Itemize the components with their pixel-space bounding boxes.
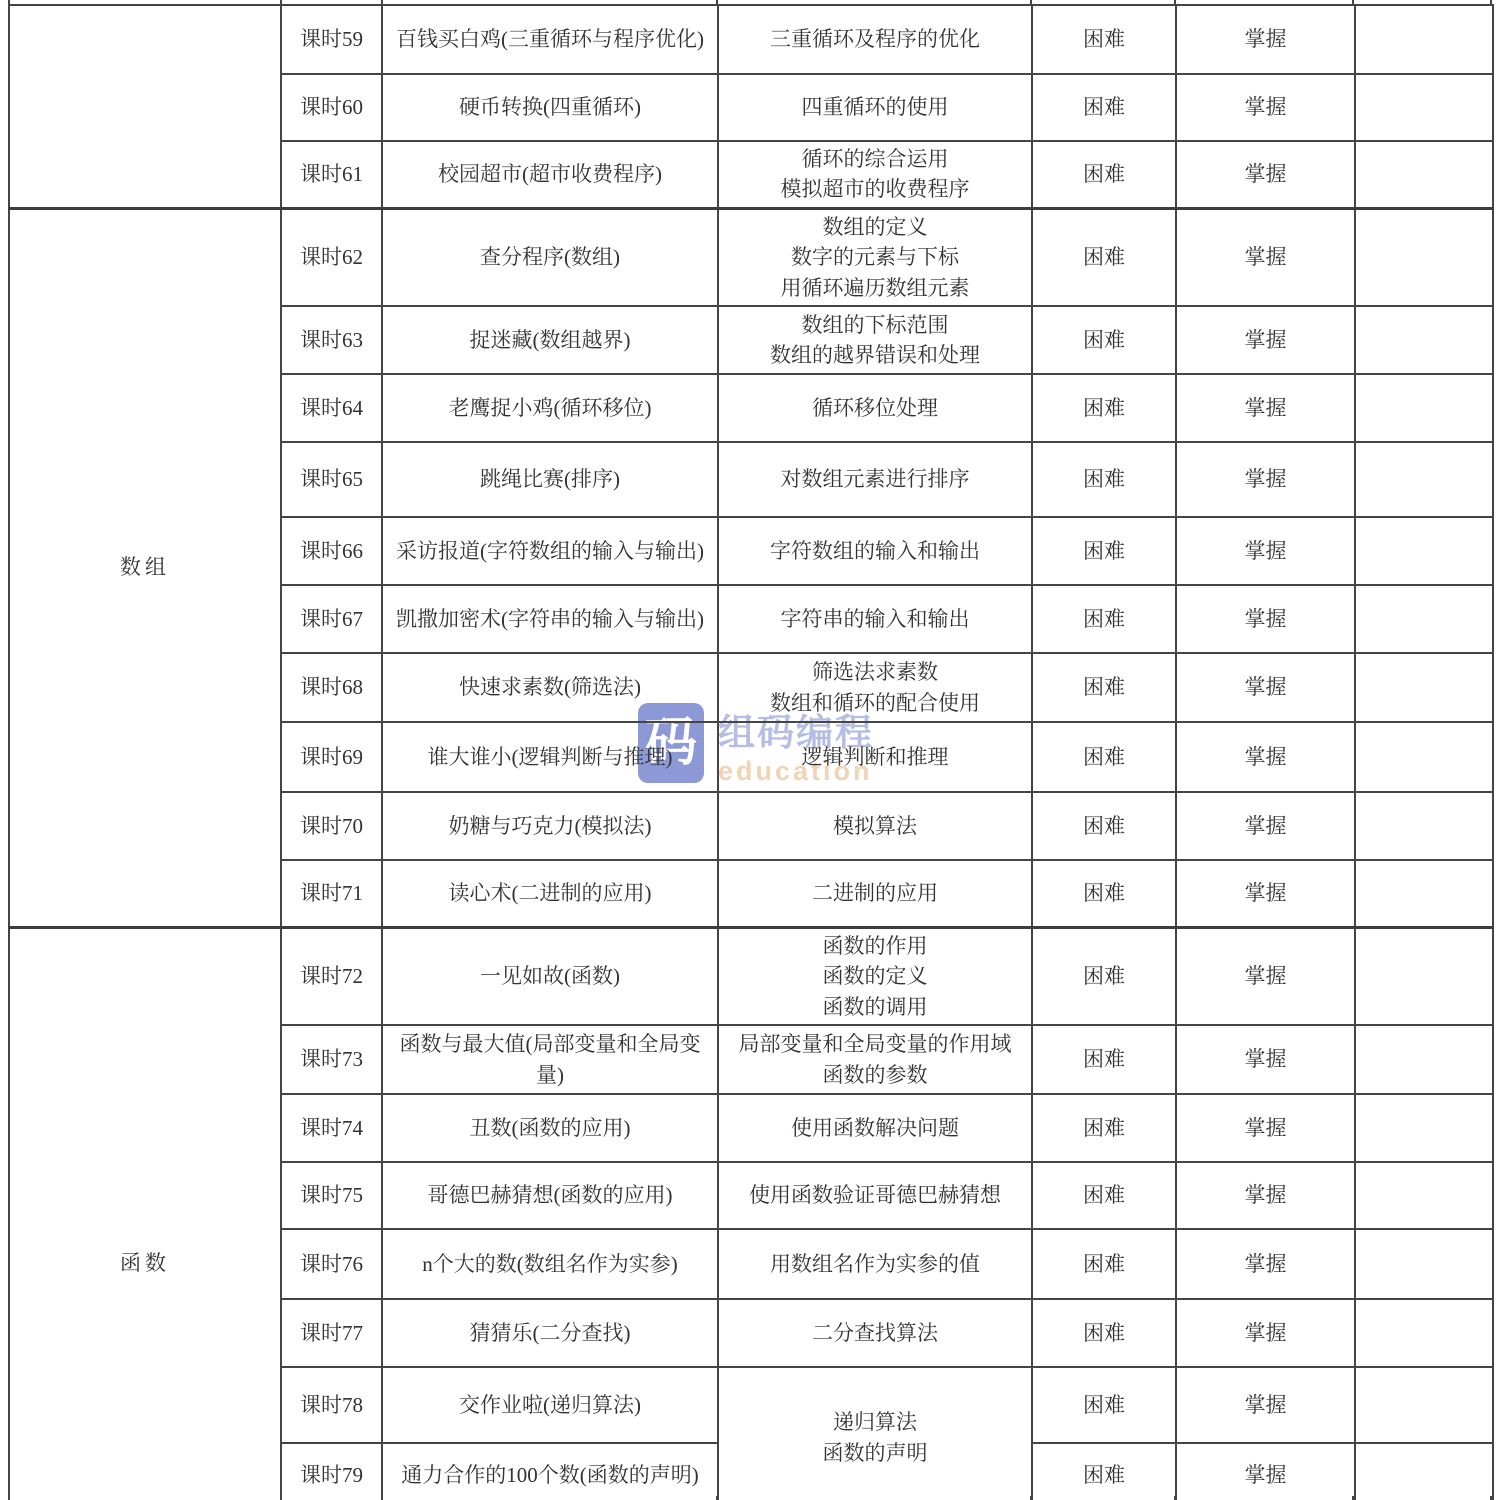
difficulty: 困难: [1032, 5, 1176, 74]
mastery: 掌握: [1176, 374, 1355, 442]
difficulty: 困难: [1032, 1299, 1176, 1367]
knowledge-points: 数组的定义 数字的元素与下标 用循环遍历数组元素: [718, 208, 1032, 306]
lesson-title: 读心术(二进制的应用): [382, 860, 718, 927]
knowledge-points: 数组的下标范围 数组的越界错误和处理: [718, 306, 1032, 374]
lesson-number: 课时73: [281, 1025, 382, 1094]
difficulty: 困难: [1032, 860, 1176, 927]
notes-cell: [1355, 722, 1493, 792]
lesson-title: 函数与最大值(局部变量和全局变量): [382, 1025, 718, 1094]
notes-cell: [1355, 5, 1493, 74]
notes-cell: [1355, 653, 1493, 722]
notes-cell: [1355, 1162, 1493, 1229]
notes-cell: [1355, 1025, 1493, 1094]
notes-cell: [1355, 927, 1493, 1025]
mastery: 掌握: [1176, 585, 1355, 653]
lesson-title: n个大的数(数组名作为实参): [382, 1229, 718, 1299]
mastery: 掌握: [1176, 722, 1355, 792]
lesson-number: 课时75: [281, 1162, 382, 1229]
mastery: 掌握: [1176, 442, 1355, 517]
difficulty: 困难: [1032, 442, 1176, 517]
lesson-number: 课时59: [281, 5, 382, 74]
lesson-number: 课时67: [281, 585, 382, 653]
difficulty: 困难: [1032, 1443, 1176, 1500]
mastery: 掌握: [1176, 927, 1355, 1025]
mastery: 掌握: [1176, 208, 1355, 306]
mastery: 掌握: [1176, 1367, 1355, 1443]
table-row: [9, 208, 1493, 306]
notes-cell: [1355, 1443, 1493, 1500]
lesson-number: 课时64: [281, 374, 382, 442]
knowledge-points: 使用函数验证哥德巴赫猜想: [718, 1162, 1032, 1229]
knowledge-points: 二进制的应用: [718, 860, 1032, 927]
mastery: 掌握: [1176, 5, 1355, 74]
category-cell: [9, 5, 281, 208]
lesson-title: 奶糖与巧克力(模拟法): [382, 792, 718, 860]
notes-cell: [1355, 208, 1493, 306]
lesson-title: 校园超市(超市收费程序): [382, 141, 718, 208]
difficulty: 困难: [1032, 927, 1176, 1025]
lesson-number: 课时74: [281, 1094, 382, 1162]
mastery: 掌握: [1176, 1094, 1355, 1162]
lesson-number: 课时63: [281, 306, 382, 374]
lesson-title: 交作业啦(递归算法): [382, 1367, 718, 1443]
mastery: 掌握: [1176, 141, 1355, 208]
notes-cell: [1355, 1094, 1493, 1162]
notes-cell: [1355, 517, 1493, 585]
knowledge-points: 用数组名作为实参的值: [718, 1229, 1032, 1299]
knowledge-points: 使用函数解决问题: [718, 1094, 1032, 1162]
knowledge-points: 循环移位处理: [718, 374, 1032, 442]
lesson-title: 丑数(函数的应用): [382, 1094, 718, 1162]
difficulty: 困难: [1032, 1229, 1176, 1299]
difficulty: 困难: [1032, 517, 1176, 585]
knowledge-points: 二分查找算法: [718, 1299, 1032, 1367]
lesson-number: 课时68: [281, 653, 382, 722]
knowledge-points: 三重循环及程序的优化: [718, 5, 1032, 74]
lesson-number: 课时79: [281, 1443, 382, 1500]
notes-cell: [1355, 1367, 1493, 1443]
mastery: 掌握: [1176, 653, 1355, 722]
lesson-number: 课时69: [281, 722, 382, 792]
knowledge-points: 模拟算法: [718, 792, 1032, 860]
lesson-title: 采访报道(字符数组的输入与输出): [382, 517, 718, 585]
notes-cell: [1355, 374, 1493, 442]
lesson-number: 课时77: [281, 1299, 382, 1367]
category-cell: 数组: [9, 208, 281, 927]
difficulty: 困难: [1032, 208, 1176, 306]
difficulty: 困难: [1032, 374, 1176, 442]
lesson-number: 课时66: [281, 517, 382, 585]
mastery: 掌握: [1176, 74, 1355, 141]
lesson-title: 谁大谁小(逻辑判断与推理): [382, 722, 718, 792]
difficulty: 困难: [1032, 306, 1176, 374]
notes-cell: [1355, 141, 1493, 208]
difficulty: 困难: [1032, 74, 1176, 141]
difficulty: 困难: [1032, 792, 1176, 860]
difficulty: 困难: [1032, 722, 1176, 792]
lesson-title: 百钱买白鸡(三重循环与程序优化): [382, 5, 718, 74]
knowledge-points: 逻辑判断和推理: [718, 722, 1032, 792]
knowledge-points: 四重循环的使用: [718, 74, 1032, 141]
lesson-title: 查分程序(数组): [382, 208, 718, 306]
lesson-number: 课时65: [281, 442, 382, 517]
mastery: 掌握: [1176, 1229, 1355, 1299]
mastery: 掌握: [1176, 860, 1355, 927]
lesson-title: 通力合作的100个数(函数的声明): [382, 1443, 718, 1500]
mastery: 掌握: [1176, 792, 1355, 860]
lesson-number: 课时62: [281, 208, 382, 306]
lesson-title: 一见如故(函数): [382, 927, 718, 1025]
table-row: [9, 927, 1493, 1025]
difficulty: 困难: [1032, 1367, 1176, 1443]
lesson-number: 课时60: [281, 74, 382, 141]
knowledge-points: 字符串的输入和输出: [718, 585, 1032, 653]
lesson-title: 硬币转换(四重循环): [382, 74, 718, 141]
notes-cell: [1355, 1229, 1493, 1299]
knowledge-points: 字符数组的输入和输出: [718, 517, 1032, 585]
lesson-title: 猜猜乐(二分查找): [382, 1299, 718, 1367]
lesson-title: 哥德巴赫猜想(函数的应用): [382, 1162, 718, 1229]
notes-cell: [1355, 1299, 1493, 1367]
notes-cell: [1355, 792, 1493, 860]
lesson-number: 课时76: [281, 1229, 382, 1299]
mastery: 掌握: [1176, 1443, 1355, 1500]
lesson-title: 快速求素数(筛选法): [382, 653, 718, 722]
lesson-title: 捉迷藏(数组越界): [382, 306, 718, 374]
notes-cell: [1355, 860, 1493, 927]
category-label: 函数: [120, 1251, 170, 1275]
difficulty: 困难: [1032, 1025, 1176, 1094]
knowledge-points: 循环的综合运用 模拟超市的收费程序: [718, 141, 1032, 208]
difficulty: 困难: [1032, 653, 1176, 722]
brand-logo-icon: 码: [638, 703, 704, 783]
knowledge-points: 对数组元素进行排序: [718, 442, 1032, 517]
table-row: [9, 5, 1493, 74]
notes-cell: [1355, 74, 1493, 141]
lesson-title: 老鹰捉小鸡(循环移位): [382, 374, 718, 442]
knowledge-points: 局部变量和全局变量的作用域 函数的参数: [718, 1025, 1032, 1094]
notes-cell: [1355, 442, 1493, 517]
difficulty: 困难: [1032, 1094, 1176, 1162]
mastery: 掌握: [1176, 1025, 1355, 1094]
knowledge-points: 函数的作用 函数的定义 函数的调用: [718, 927, 1032, 1025]
knowledge-points: 筛选法求素数 数组和循环的配合使用: [718, 653, 1032, 722]
lesson-number: 课时61: [281, 141, 382, 208]
difficulty: 困难: [1032, 585, 1176, 653]
knowledge-points-merged: 递归算法 函数的声明: [718, 1367, 1032, 1500]
lesson-number: 课时78: [281, 1367, 382, 1443]
mastery: 掌握: [1176, 517, 1355, 585]
notes-cell: [1355, 306, 1493, 374]
difficulty: 困难: [1032, 141, 1176, 208]
lesson-number: 课时70: [281, 792, 382, 860]
lesson-title: 跳绳比赛(排序): [382, 442, 718, 517]
lesson-number: 课时72: [281, 927, 382, 1025]
lesson-number: 课时71: [281, 860, 382, 927]
mastery: 掌握: [1176, 306, 1355, 374]
curriculum-table: [8, 4, 1494, 1500]
brand-name: 组码编程: [718, 712, 874, 753]
difficulty: 困难: [1032, 1162, 1176, 1229]
lesson-title: 凯撒加密术(字符串的输入与输出): [382, 585, 718, 653]
brand-subtitle: education: [718, 756, 873, 786]
mastery: 掌握: [1176, 1299, 1355, 1367]
category-cell: [9, 927, 281, 1500]
mastery: 掌握: [1176, 1162, 1355, 1229]
notes-cell: [1355, 585, 1493, 653]
